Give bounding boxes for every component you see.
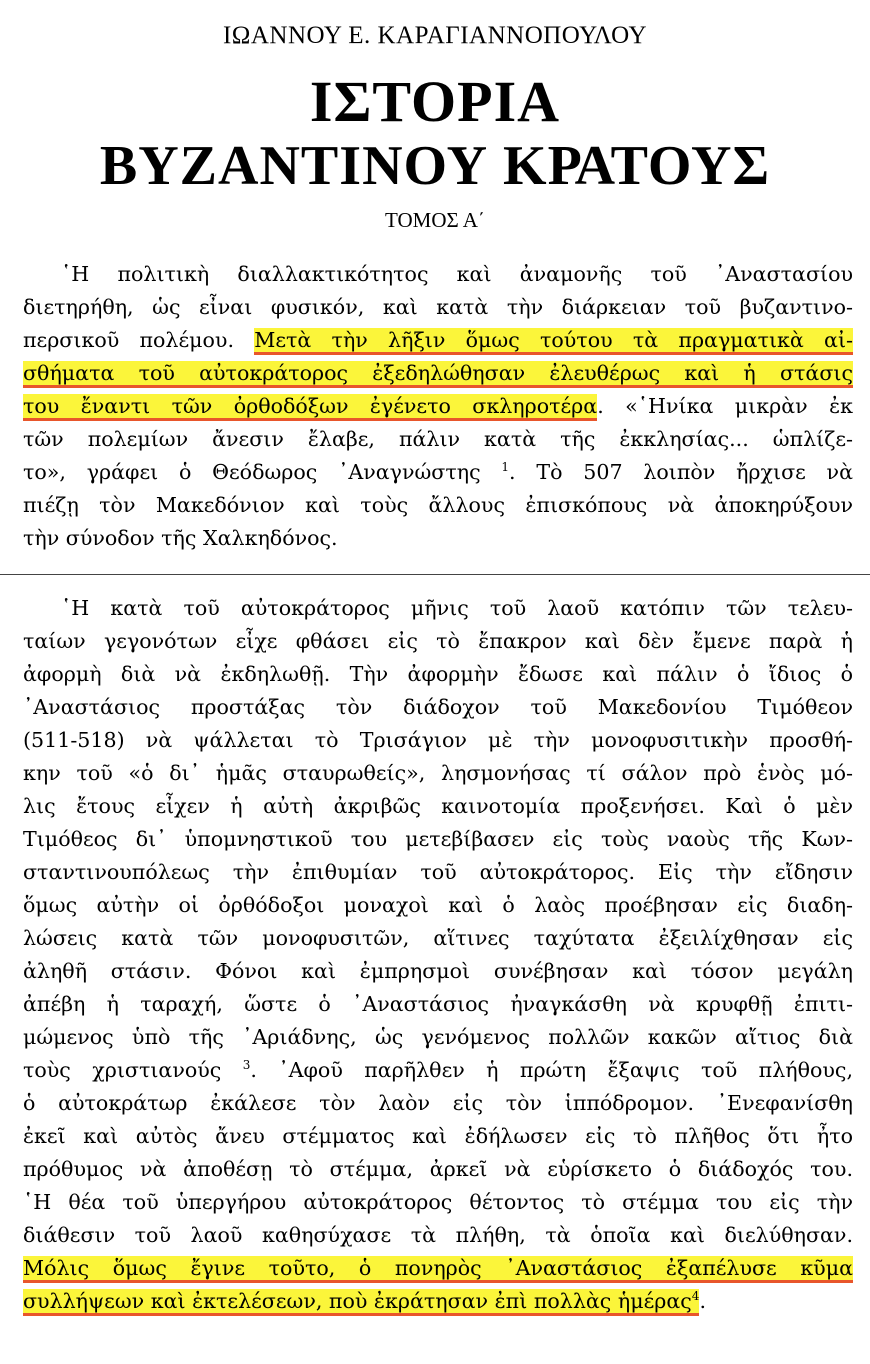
text-line — [23, 1252, 853, 1285]
paragraph-2 — [23, 592, 853, 1318]
text-line: διετηρήθη, ὡς εἶναι φυσικόν, καὶ κατὰ τὴν διάρκειαν τοῦ βυζαντινο- — [23, 295, 853, 319]
text-line: Τιμόθεος δι᾿ ὑπομνηστικοῦ του μετεβίβασεν εἰς τοὺς ναοὺς τῆς Κων- — [23, 827, 853, 851]
text-line: διάθεσιν τοῦ λαοῦ καθησύχασε τὰ πλήθη, τὰ ὁποῖα καὶ διελύθησαν. — [23, 1223, 853, 1247]
highlighted-text: Μόλις ὅμως ἔγινε τοῦτο, ὁ πονηρὸς ᾿Αναστάσιος ἐξαπέλυσε κῦμα — [23, 1256, 853, 1283]
text-line: (511-518) νὰ ψάλλεται τὸ Τρισάγιον μὲ τὴν μονοφυσιτικὴν προσθή- — [23, 728, 853, 752]
text-line: ῾Η πολιτικὴ διαλλακτικότητος καὶ ἀναμονῆς τοῦ ᾿Αναστασίου — [61, 262, 853, 286]
text-line: σταντινουπόλεως τὴν ἐπιθυμίαν τοῦ αὐτοκράτορος. Εἰς τὴν εἴδησιν — [23, 860, 853, 884]
text-line: ἀπέβη ἡ ταραχή, ὥστε ὁ ᾿Αναστάσιος ἠναγκάσθη νὰ κρυφθῇ ἐπιτι- — [23, 992, 853, 1016]
text-line: λις ἔτους εἶχεν ἡ αὐτὴ ἀκριβῶς καινοτομία προξενήσει. Καὶ ὁ μὲν — [23, 794, 853, 818]
text-line: ταίων γεγονότων εἶχε φθάσει εἰς τὸ ἔπακρον καὶ δὲν ἔμενε παρὰ ἡ — [23, 629, 853, 653]
book-title-line1: ΙΣΤΟΡΙΑ — [309, 69, 561, 134]
text-line: ῾Η θέα τοῦ ὑπεργήρου αὐτοκράτορος θέτοντος τὸ στέμμα του εἰς τὴν — [23, 1190, 853, 1214]
book-title-line2: ΒΥΖΑΝΤΙΝΟΥ ΚΡΑΤΟΥΣ — [99, 135, 771, 197]
text-line: συλλήψεων καὶ ἐκτελέσεων, ποὺ ἐκράτησαν ἐπὶ πολλὰς ἡμέρας$^4$. — [23, 1285, 853, 1318]
text-line: τὴν σύνοδον τῆς Χαλκηδόνος. — [23, 526, 338, 550]
text-line: ἀληθῆ στάσιν. Φόνοι καὶ ἐμπρησμοὶ συνέβησαν καὶ τόσον μεγάλη — [23, 959, 853, 983]
highlighted-text: Μετὰ τὴν λῆξιν ὅμως τούτου τὰ πραγματικὰ αἰ- — [254, 328, 853, 355]
text-line: τῶν πολεμίων ἄνεσιν ἔλαβε, πάλιν κατὰ τῆς ἐκκλησίας... ὡπλίζε- — [23, 427, 853, 451]
author-name: ΙΩΑΝΝΟΥ Ε. ΚΑΡΑΓΙΑΝΝΟΠΟΥΛΟΥ — [222, 22, 648, 49]
text-line: ὅμως αὐτὴν οἱ ὀρθόδοξοι μοναχοὶ καὶ ὁ λαὸς προέβησαν εἰς διαδη- — [23, 893, 853, 917]
footnote-ref: 4 — [691, 1289, 700, 1304]
paragraph-1 — [23, 258, 853, 555]
section-divider — [0, 574, 870, 575]
footnote-ref: 1 — [501, 460, 510, 475]
text-line: του ἔναντι τῶν ὀρθοδόξων ἐγένετο σκληροτέρα. «῾Ηνίκα μικρὰν ἐκ — [23, 390, 853, 423]
text-line: το», γράφει ὁ Θεόδωρος ᾿Αναγνώστης $^1$. Τὸ 507 λοιπὸν ἤρχισε νὰ — [23, 460, 853, 484]
text-line: περσικοῦ πολέμου. Μετὰ τὴν λῆξιν ὅμως τούτου τὰ πραγματικὰ αἰ- — [23, 324, 853, 357]
text-line: ᾿Αναστάσιος προστάξας τὸν διάδοχον τοῦ Μακεδονίου Τιμόθεον — [23, 695, 853, 719]
footnote-ref: 3 — [242, 1058, 251, 1073]
text-line: λώσεις κατὰ τῶν μονοφυσιτῶν, αἵτινες ταχύτατα ἐξειλίχθησαν εἰς — [23, 926, 853, 950]
highlighted-text: σθήματα τοῦ αὐτοκράτορος ἐξεδηλώθησαν ἐλευθέρως καὶ ἡ στάσις — [23, 361, 853, 388]
highlighted-text: του ἔναντι τῶν ὀρθοδόξων ἐγένετο σκληροτέρα — [23, 394, 597, 421]
text-line: πρόθυμος νὰ ἀποθέσῃ τὸ στέμμα, ἀρκεῖ νὰ εὑρίσκετο ὁ διάδοχός του. — [23, 1157, 853, 1181]
text-line: ῾Η κατὰ τοῦ αὐτοκράτορος μῆνις τοῦ λαοῦ κατόπιν τῶν τελευ- — [61, 596, 853, 620]
highlighted-text: συλλήψεων καὶ ἐκτελέσεων, ποὺ ἐκράτησαν ἐπὶ πολλὰς ἡμέρας$^4$ — [23, 1289, 699, 1316]
text-line: ἀφορμὴ διὰ νὰ ἐκδηλωθῇ. Τὴν ἀφορμὴν ἔδωσε καὶ πάλιν ὁ ἴδιος ὁ — [23, 662, 853, 686]
text-line: πιέζῃ τὸν Μακεδόνιον καὶ τοὺς ἄλλους ἐπισκόπους νὰ ἀποκηρύξουν — [23, 493, 853, 517]
text-line: τοὺς χριστιανούς $^3$. ᾿Αφοῦ παρῆλθεν ἡ πρώτη ἔξαψις τοῦ πλήθους, — [23, 1058, 853, 1082]
volume-label: ΤΟΜΟΣ Α΄ — [385, 208, 485, 232]
text-line: ἐκεῖ καὶ αὐτὸς ἄνευ στέμματος καὶ ἐδήλωσεν εἰς τὸ πλῆθος ὅτι ἦτο — [23, 1124, 853, 1148]
text-line: κην τοῦ «ὁ δι᾿ ἡμᾶς σταυρωθείς», λησμονήσας τί σάλον πρὸ ἑνὸς μό- — [23, 761, 853, 785]
text-line: μώμενος ὑπὸ τῆς ᾿Αριάδνης, ὡς γενόμενος πολλῶν κακῶν αἴτιος διὰ — [23, 1025, 853, 1049]
text-line: ὁ αὐτοκράτωρ ἐκάλεσε τὸν λαὸν εἰς τὸν ἱππόδρομον. ᾿Ενεφανίσθη — [23, 1091, 853, 1115]
text-line — [23, 357, 853, 390]
